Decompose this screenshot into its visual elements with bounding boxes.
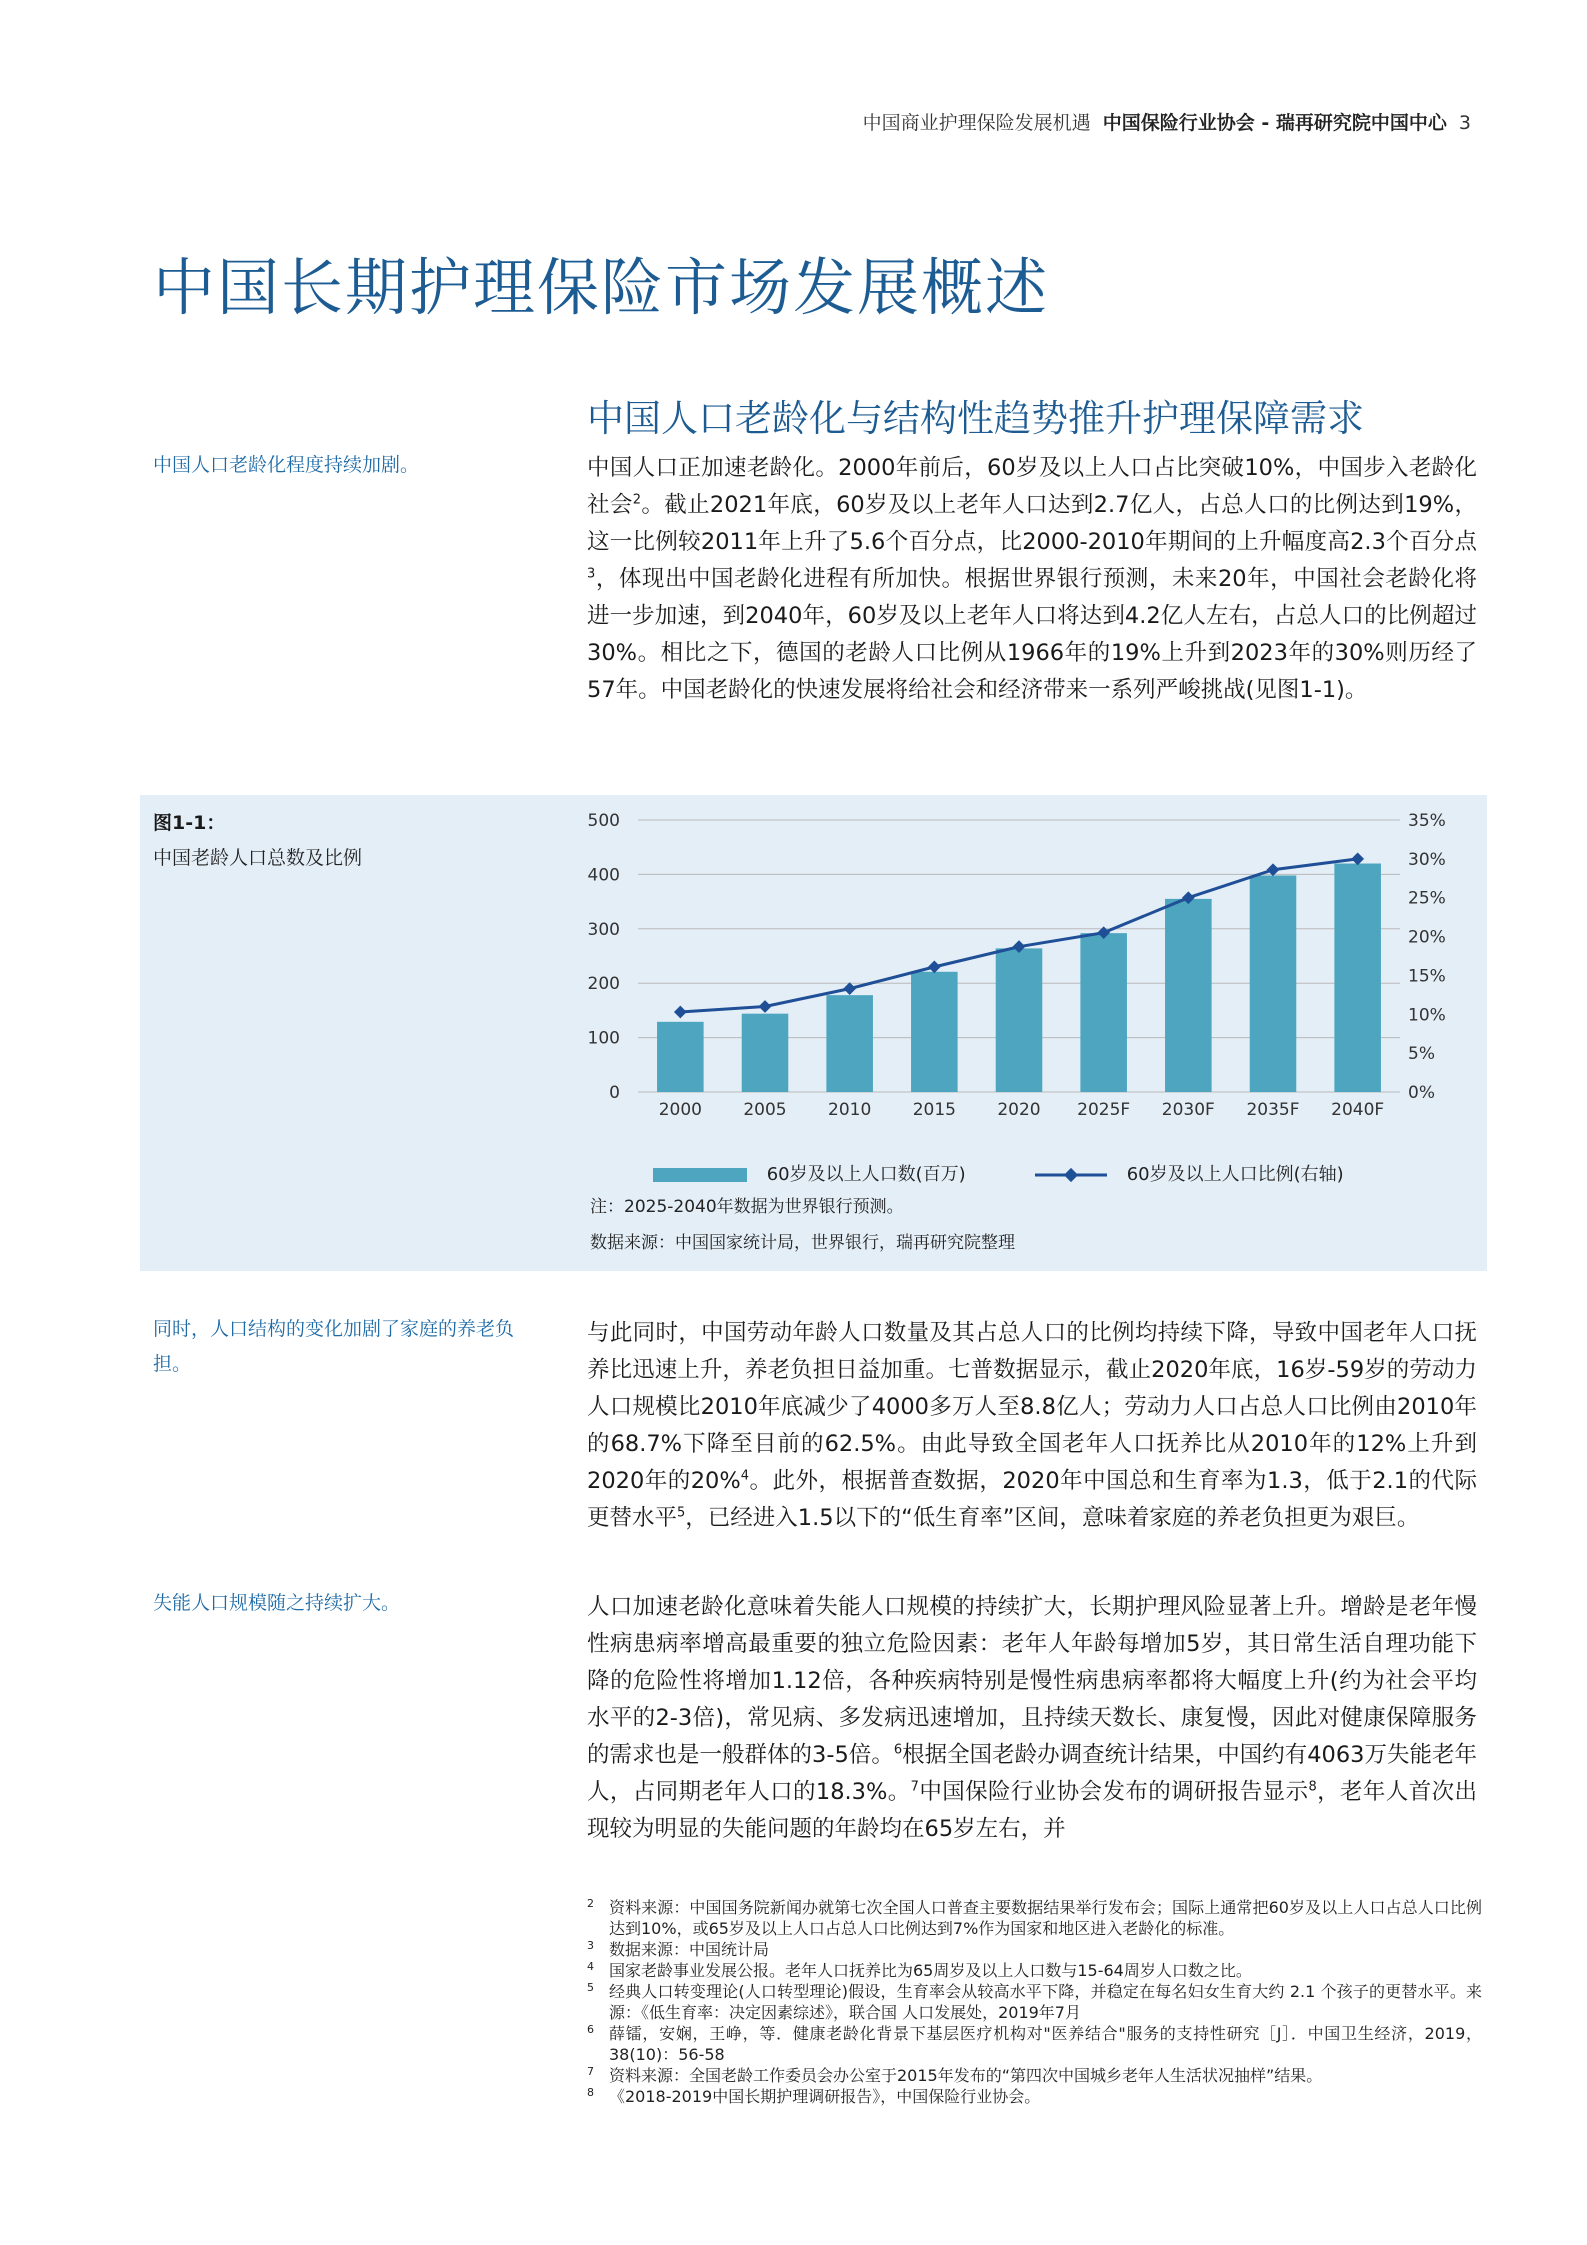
bar xyxy=(911,972,958,1092)
bar xyxy=(996,948,1043,1092)
bar xyxy=(1250,875,1297,1092)
left-axis-tick-label: 100 xyxy=(587,1028,620,1049)
bar xyxy=(1080,933,1127,1092)
footnote-number: 6 xyxy=(587,2023,594,2036)
footnote-number: 3 xyxy=(587,1939,594,1952)
bar xyxy=(826,995,873,1092)
ratio-point xyxy=(759,1000,772,1013)
footnote-number: 8 xyxy=(587,2086,594,2099)
organization: 中国保险行业协会 - 瑞再研究院中国中心 xyxy=(1102,112,1447,134)
footnote-text: 薛镭，安娴，王峥，等．健康老龄化背景下基层医疗机构对"医养结合"服务的支持性研究［J］．中国卫生经济，2019，38(10)：56-58 xyxy=(609,2024,1482,2064)
figure-note: 注：2025-2040年数据为世界银行预测。 xyxy=(590,1197,904,1217)
bar xyxy=(1165,899,1212,1092)
right-axis-tick-label: 25% xyxy=(1408,888,1446,909)
paragraph-labor xyxy=(587,1315,1477,1537)
paragraph-text: ，已经进入1.5以下的“低生育率”区间，意味着家庭的养老负担更为艰巨。 xyxy=(685,1505,1420,1531)
legend-bar-swatch xyxy=(653,1168,747,1182)
x-axis-tick-label: 2000 xyxy=(658,1100,702,1120)
ratio-point xyxy=(1351,852,1364,865)
bar xyxy=(657,1022,704,1092)
figure-label: 图1-1： xyxy=(153,812,226,834)
right-axis-tick-label: 30% xyxy=(1408,849,1446,870)
paragraph-text: 中国保险行业协会发布的调研报告显示 xyxy=(918,1779,1309,1805)
footnote-text: 国家老龄事业发展公报。老年人口抚养比为65周岁及以上人口数与15-64周岁人口数之比。 xyxy=(609,1961,1252,1980)
footnote-text: 资料来源：中国国务院新闻办就第七次全国人口普查主要数据结果举行发布会；国际上通常把60岁及以上人口占总人口比例达到10%，或65岁及以上人口占总人口比例达到7%作为国家和地区进入老龄化的标准。 xyxy=(609,1898,1482,1938)
footnote-ref[interactable]: 4 xyxy=(740,1468,750,1484)
left-axis-tick-label: 200 xyxy=(587,974,620,995)
ratio-point xyxy=(843,982,856,995)
legend-bar-label: 60岁及以上人口数(百万) xyxy=(766,1164,966,1185)
x-axis-tick-label: 2030F xyxy=(1161,1100,1215,1120)
x-axis-tick-label: 2035F xyxy=(1246,1100,1300,1120)
sidenote-family-burden: 同时，人口结构的变化加剧了家庭的养老负担。 xyxy=(153,1318,515,1375)
ratio-point xyxy=(928,961,941,974)
paragraph-aging xyxy=(587,450,1477,709)
footnote xyxy=(587,2065,1482,2086)
footnote-text: 经典人口转变理论(人口转型理论)假设，生育率会从较高水平下降，并稳定在每名妇女生育大约 2.1 个孩子的更替水平。来源：《低生育率：决定因素综述》，联合国 人口发展处，2019年7月 xyxy=(609,1982,1482,2022)
footnote-ref[interactable]: 7 xyxy=(910,1779,919,1795)
footnote xyxy=(587,1939,1482,1960)
legend-line xyxy=(1035,1160,1344,1186)
x-axis-tick-label: 2005 xyxy=(743,1100,787,1120)
right-axis-tick-label: 20% xyxy=(1408,927,1446,948)
legend-bar xyxy=(653,1160,966,1186)
x-axis-tick-label: 2040F xyxy=(1331,1100,1385,1120)
left-axis-tick-label: 500 xyxy=(587,811,620,831)
right-axis-tick-label: 5% xyxy=(1408,1044,1435,1065)
footnote-text: 《2018-2019中国长期护理调研报告》，中国保险行业协会。 xyxy=(609,2087,1041,2106)
x-axis-tick-label: 2025F xyxy=(1077,1100,1131,1120)
footnote-text: 资料来源：全国老龄工作委员会办公室于2015年发布的“第四次中国城乡老年人生活状况抽样”结果。 xyxy=(609,2066,1323,2085)
footnote-number: 4 xyxy=(587,1960,594,1973)
footnote-ref[interactable]: 6 xyxy=(893,1742,903,1758)
footnote-number: 2 xyxy=(587,1897,594,1910)
sidenote-aging: 中国人口老龄化程度持续加剧。 xyxy=(153,454,420,476)
paragraph-disability xyxy=(587,1589,1477,1848)
section-title: 中国人口老龄化与结构性趋势推升护理保障需求 xyxy=(587,397,1364,440)
right-axis-tick-label: 35% xyxy=(1408,811,1446,831)
paragraph-text: 人口加速老龄化意味着失能人口规模的持续扩大，长期护理风险显著上升。增龄是老年慢性病患病率增高最重要的独立危险因素：老年人年龄每增加5岁，其日常生活自理功能下降的危险性将增加1.12倍，各种疾病特别是慢性病患病率都将大幅度上升(约为社会平均水平的2-3倍)，常见病、多发病迅速增加，且持续天数长、康复慢，因此对健康保障服务的需求也是一般群体的3-5倍。 xyxy=(587,1594,1477,1768)
footnote xyxy=(587,1897,1482,1939)
left-axis-tick-label: 300 xyxy=(587,919,620,940)
x-axis-tick-label: 2015 xyxy=(912,1100,956,1120)
footnote-number: 5 xyxy=(587,1981,594,1994)
footnote-ref[interactable]: 2 xyxy=(632,492,641,508)
footnote-text: 数据来源：中国统计局 xyxy=(609,1940,770,1959)
footnote xyxy=(587,2023,1482,2065)
left-axis-tick-label: 0 xyxy=(609,1083,620,1103)
footnote-number: 7 xyxy=(587,2065,594,2078)
sidenote-disability: 失能人口规模随之持续扩大。 xyxy=(153,1592,401,1614)
bar xyxy=(742,1014,789,1092)
ratio-point xyxy=(674,1006,687,1019)
footnote-ref[interactable]: 5 xyxy=(677,1505,686,1521)
legend-line-swatch xyxy=(1035,1168,1107,1182)
paragraph-text: ，体现出中国老龄化进程有所加快。根据世界银行预测，未来20年，中国社会老龄化将进一步加速，到2040年，60岁及以上老年人口将达到4.2亿人左右，占总人口的比例超过30%。相比之下，德国的老龄人口比例从1966年的19%上升到2023年的30%则历经了57年。中国老龄化的快速发展将给社会和经济带来一系列严峻挑战(见图1-1)。 xyxy=(587,566,1477,703)
footnote-ref[interactable]: 8 xyxy=(1308,1779,1317,1795)
paragraph-text: 与此同时，中国劳动年龄人口数量及其占总人口的比例均持续下降，导致中国老年人口抚养比迅速上升，养老负担日益加重。七普数据显示，截止2020年底，16岁-59岁的劳动力人口规模比2010年底减少了4000多万人至8.8亿人；劳动力人口占总人口比例由2010年的68.7%下降至目前的62.5%。由此导致全国老年人口抚养比从2010年的12%上升到2020年的20% xyxy=(587,1320,1477,1494)
paragraph-text: 中国人口正加速老龄化。2000年前后，60岁及以上人口占比突破10%，中国步入老龄化社会 xyxy=(587,455,1477,518)
right-axis-tick-label: 10% xyxy=(1408,1005,1446,1026)
paragraph-text: 根据全国老龄办调查统计结果，中国约有4063万失能老年人，占同期老年人口的18.3%。 xyxy=(587,1742,1478,1805)
paragraph-text: 。截止2021年底，60岁及以上老年人口达到2.7亿人，占总人口的比例达到19%，这一比例较2011年上升了5.6个百分点，比2000-2010年期间的上升幅度高2.3个百分点 xyxy=(587,492,1477,555)
page-title: 中国长期护理保险市场发展概述 xyxy=(153,251,1050,324)
footnote xyxy=(587,1960,1482,1981)
bar xyxy=(1334,864,1381,1092)
footnotes xyxy=(587,1897,1482,2107)
x-axis-tick-label: 2010 xyxy=(828,1100,872,1120)
page-number: 3 xyxy=(1458,112,1471,134)
figure-source: 数据来源：中国国家统计局，世界银行，瑞再研究院整理 xyxy=(590,1233,1015,1253)
legend-line-label: 60岁及以上人口比例(右轴) xyxy=(1126,1164,1344,1185)
footnote-ref[interactable]: 3 xyxy=(587,566,596,582)
running-header xyxy=(857,108,1471,135)
left-axis-tick-label: 400 xyxy=(587,865,620,886)
report-title: 中国商业护理保险发展机遇 xyxy=(862,112,1091,134)
footnote xyxy=(587,2086,1482,2107)
footnote xyxy=(587,1981,1482,2023)
paragraph-text: 。此外，根据普查数据，2020年中国总和生育率为1.3，低于2.1的代际更替水平 xyxy=(587,1468,1477,1531)
figure-caption: 中国老龄人口总数及比例 xyxy=(153,847,363,869)
right-axis-tick-label: 15% xyxy=(1408,966,1446,987)
paragraph-text: ，老年人首次出现较为明显的失能问题的年龄均在65岁左右，并 xyxy=(587,1779,1477,1842)
x-axis-tick-label: 2020 xyxy=(997,1100,1041,1120)
right-axis-tick-label: 0% xyxy=(1408,1083,1435,1103)
aging-population-chart xyxy=(580,805,1446,1135)
